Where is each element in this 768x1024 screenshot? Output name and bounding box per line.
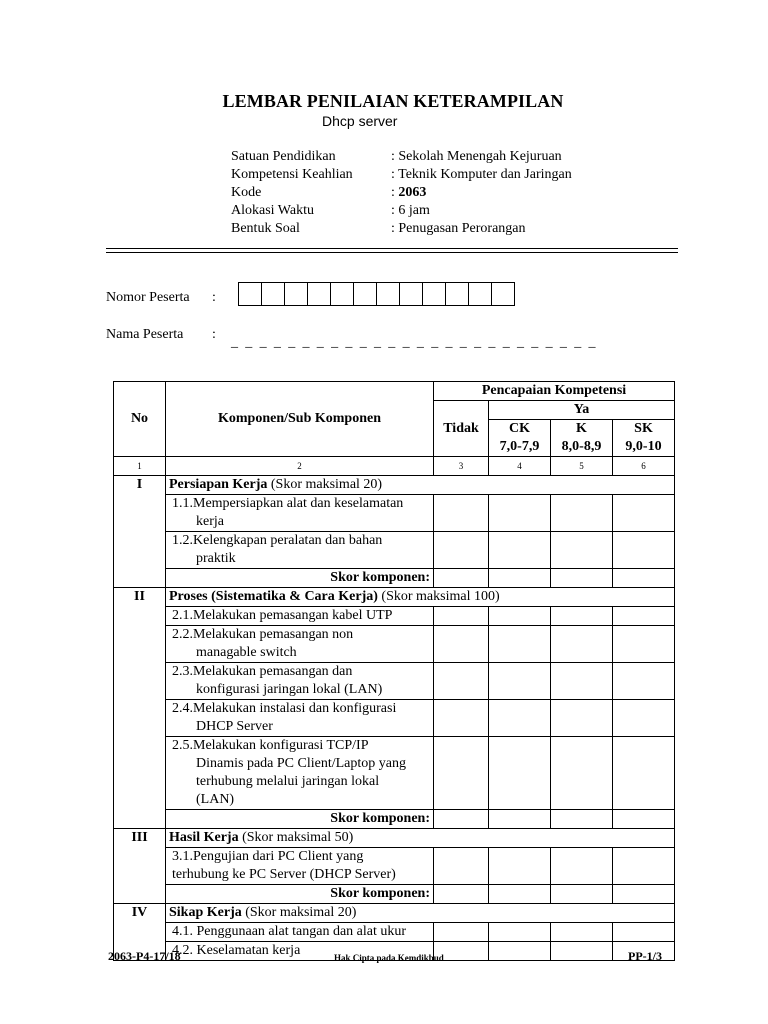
score-cell[interactable] [613, 663, 675, 700]
grade-header [613, 420, 675, 457]
score-cell[interactable] [489, 626, 551, 663]
score-cell[interactable] [551, 885, 613, 904]
divider-top [106, 248, 678, 249]
score-cell[interactable] [489, 848, 551, 885]
score-cell[interactable] [434, 885, 489, 904]
sub-component-line: 2.1.Melakukan pemasangan kabel UTP [172, 608, 393, 623]
score-cell[interactable] [489, 737, 551, 810]
sub-component-line: konfigurasi jaringan lokal (LAN) [196, 682, 383, 697]
section-row [114, 588, 675, 607]
score-cell[interactable] [489, 663, 551, 700]
score-cell[interactable] [489, 495, 551, 532]
score-cell[interactable] [434, 532, 489, 569]
score-cell[interactable] [613, 569, 675, 588]
section-number: IV [114, 904, 166, 961]
score-cell[interactable] [551, 923, 613, 942]
digit-box[interactable] [422, 283, 445, 305]
table-row [114, 737, 675, 810]
column-number: 1 [114, 457, 166, 476]
sub-component [166, 626, 434, 663]
section-row [114, 829, 675, 848]
info-value-text: Sekolah Menengah Kejuruan [398, 149, 562, 164]
sub-component-line: 2.4.Melakukan instalasi dan konfigurasi [172, 701, 397, 716]
sub-component [166, 737, 434, 810]
info-row [231, 220, 572, 238]
score-cell[interactable] [434, 663, 489, 700]
info-value-text: Teknik Komputer dan Jaringan [398, 167, 572, 182]
score-cell[interactable] [489, 607, 551, 626]
sub-component-line: 4.2. Keselamatan kerja [172, 943, 301, 958]
sub-component [166, 663, 434, 700]
table-row [114, 663, 675, 700]
section-number: III [114, 829, 166, 904]
grade-code: SK [634, 421, 653, 436]
table-row [114, 923, 675, 942]
column-number: 2 [166, 457, 434, 476]
score-cell[interactable] [434, 626, 489, 663]
info-colon: : [391, 203, 399, 218]
sub-component-line: DHCP Server [196, 719, 273, 734]
digit-box[interactable] [491, 283, 514, 305]
score-cell[interactable] [489, 532, 551, 569]
nomor-peserta-label: Nomor Peserta [106, 290, 190, 305]
digit-box[interactable] [330, 283, 353, 305]
table-row [114, 848, 675, 885]
sub-component-line: terhubung melalui jaringan lokal [196, 774, 380, 789]
sub-component [166, 532, 434, 569]
sub-component-line: (LAN) [196, 792, 235, 807]
sub-component-line: 2.2.Melakukan pemasangan non [172, 627, 354, 642]
digit-box[interactable] [284, 283, 307, 305]
sub-component [166, 700, 434, 737]
section-max-score: (Skor maksimal 20) [267, 477, 383, 492]
section-title [166, 476, 675, 495]
info-value-text: Penugasan Perorangan [398, 221, 526, 236]
score-cell[interactable] [613, 885, 675, 904]
grade-code: CK [509, 421, 530, 436]
score-cell[interactable] [551, 700, 613, 737]
table-row [114, 626, 675, 663]
score-cell[interactable] [551, 607, 613, 626]
table-row [114, 495, 675, 532]
score-cell[interactable] [613, 923, 675, 942]
section-number: II [114, 588, 166, 829]
grade-header [551, 420, 613, 457]
assessment-table [113, 381, 675, 961]
score-cell[interactable] [613, 495, 675, 532]
score-cell[interactable] [551, 532, 613, 569]
digit-box[interactable] [307, 283, 330, 305]
digit-box[interactable] [261, 283, 284, 305]
sub-component [166, 923, 434, 942]
score-cell[interactable] [489, 923, 551, 942]
section-row [114, 476, 675, 495]
sub-component-line: 2.5.Melakukan konfigurasi TCP/IP [172, 738, 369, 753]
sub-component-line: 3.1.Pengujian dari PC Client yang [172, 849, 364, 864]
section-row [114, 904, 675, 923]
skor-row [114, 810, 675, 829]
score-cell[interactable] [551, 495, 613, 532]
score-cell[interactable] [489, 942, 551, 961]
section-title [166, 904, 675, 923]
score-cell[interactable] [434, 607, 489, 626]
score-cell[interactable] [551, 663, 613, 700]
skor-komponen-label: Skor komponen: [166, 885, 434, 904]
info-colon: : [391, 185, 399, 200]
sub-component-line: terhubung ke PC Server (DHCP Server) [172, 867, 396, 882]
info-label: Satuan Pendidikan [231, 149, 336, 164]
col-tidak-header: Tidak [434, 401, 489, 457]
skor-row [114, 569, 675, 588]
skor-komponen-label: Skor komponen: [166, 810, 434, 829]
score-cell[interactable] [551, 626, 613, 663]
info-value [391, 202, 430, 220]
sub-component-line: managable switch [196, 645, 297, 660]
grade-range: 7,0-7,9 [499, 439, 540, 454]
score-cell[interactable] [434, 848, 489, 885]
skor-row [114, 885, 675, 904]
digit-box[interactable] [445, 283, 468, 305]
score-cell[interactable] [613, 626, 675, 663]
info-value [391, 184, 426, 202]
skor-komponen-label: Skor komponen: [166, 569, 434, 588]
section-max-score: (Skor maksimal 20) [241, 905, 357, 920]
sub-component [166, 495, 434, 532]
score-cell[interactable] [489, 885, 551, 904]
info-block [231, 148, 572, 238]
info-value-text: 2063 [398, 185, 427, 200]
col-no-header: No [114, 382, 166, 457]
score-cell[interactable] [613, 700, 675, 737]
table-row [114, 700, 675, 737]
info-colon: : [391, 149, 399, 164]
score-cell[interactable] [434, 700, 489, 737]
column-number: 3 [434, 457, 489, 476]
section-title-text: Sikap Kerja [169, 905, 242, 920]
score-cell[interactable] [434, 923, 489, 942]
col-pencapaian-header: Pencapaian Kompetensi [434, 382, 675, 401]
grade-header [489, 420, 551, 457]
score-cell[interactable] [434, 495, 489, 532]
score-cell[interactable] [551, 569, 613, 588]
info-value [391, 148, 562, 166]
info-colon: : [391, 221, 399, 236]
sub-component-line: 2.3.Melakukan pemasangan dan [172, 664, 353, 679]
sub-component-line: Dinamis pada PC Client/Laptop yang [196, 756, 406, 771]
sub-component-line: kerja [196, 514, 224, 529]
grade-range: 8,0-8,9 [561, 439, 602, 454]
info-row [231, 166, 572, 184]
table-row [114, 532, 675, 569]
document-title: LEMBAR PENILAIAN KETERAMPILAN [222, 91, 564, 111]
info-row [231, 184, 572, 202]
footer-copyright: Hak Cipta pada Kemdikbud [334, 953, 444, 963]
document-subtitle: Dhcp server [322, 113, 398, 129]
column-number: 5 [551, 457, 613, 476]
score-cell[interactable] [613, 848, 675, 885]
grade-code: K [576, 421, 587, 436]
nomor-peserta-colon: : [212, 290, 216, 305]
score-cell[interactable] [613, 532, 675, 569]
info-value [391, 220, 526, 238]
info-label: Kode [231, 185, 262, 200]
nomor-peserta-boxes[interactable] [238, 282, 515, 306]
score-cell[interactable] [551, 848, 613, 885]
digit-box[interactable] [376, 283, 399, 305]
section-max-score: (Skor maksimal 50) [238, 830, 354, 845]
section-number: I [114, 476, 166, 588]
info-row [231, 202, 572, 220]
section-title-text: Persiapan Kerja [169, 477, 268, 492]
info-value-text: 6 jam [398, 203, 430, 218]
info-label: Alokasi Waktu [231, 203, 314, 218]
column-number: 4 [489, 457, 551, 476]
digit-box[interactable] [399, 283, 422, 305]
table-row [114, 607, 675, 626]
section-title [166, 829, 675, 848]
score-cell[interactable] [613, 737, 675, 810]
score-cell[interactable] [551, 942, 613, 961]
info-value [391, 166, 572, 184]
digit-box[interactable] [468, 283, 491, 305]
section-title-text: Hasil Kerja [169, 830, 239, 845]
sub-component-line: 1.2.Kelengkapan peralatan dan bahan [172, 533, 383, 548]
nama-peserta-colon: : [212, 327, 216, 342]
sub-component [166, 848, 434, 885]
score-cell[interactable] [489, 810, 551, 829]
grade-range: 9,0-10 [625, 439, 662, 454]
digit-box[interactable] [239, 283, 261, 305]
info-row [231, 148, 572, 166]
info-colon: : [391, 167, 399, 182]
nama-peserta-line[interactable]: _ _ _ _ _ _ _ _ _ _ _ _ _ _ _ _ _ _ _ _ _ _ _ _ _ _ [231, 335, 598, 350]
info-label: Bentuk Soal [231, 221, 300, 236]
sub-component-line: 1.1.Mempersiapkan alat dan keselamatan [172, 496, 404, 511]
score-cell[interactable] [613, 810, 675, 829]
col-ya-header: Ya [489, 401, 675, 420]
score-cell[interactable] [551, 810, 613, 829]
footer-page: PP-1/3 [628, 949, 662, 963]
score-cell[interactable] [613, 607, 675, 626]
col-komponen-header: Komponen/Sub Komponen [166, 382, 434, 457]
score-cell[interactable] [551, 737, 613, 810]
score-cell[interactable] [489, 569, 551, 588]
digit-box[interactable] [353, 283, 376, 305]
sub-component-line: 4.1. Penggunaan alat tangan dan alat ukur [172, 924, 407, 939]
score-cell[interactable] [434, 569, 489, 588]
sub-component [166, 607, 434, 626]
footer-code: 2063-P4-17/18 [108, 949, 181, 963]
section-title-text: Proses (Sistematika & Cara Kerja) [169, 589, 378, 604]
divider-bottom [106, 252, 678, 253]
section-title [166, 588, 675, 607]
column-number: 6 [613, 457, 675, 476]
score-cell[interactable] [489, 700, 551, 737]
sub-component-line: praktik [196, 551, 236, 566]
nama-peserta-label: Nama Peserta [106, 327, 184, 342]
info-label: Kompetensi Keahlian [231, 167, 353, 182]
score-cell[interactable] [434, 810, 489, 829]
score-cell[interactable] [434, 737, 489, 810]
section-max-score: (Skor maksimal 100) [377, 589, 500, 604]
